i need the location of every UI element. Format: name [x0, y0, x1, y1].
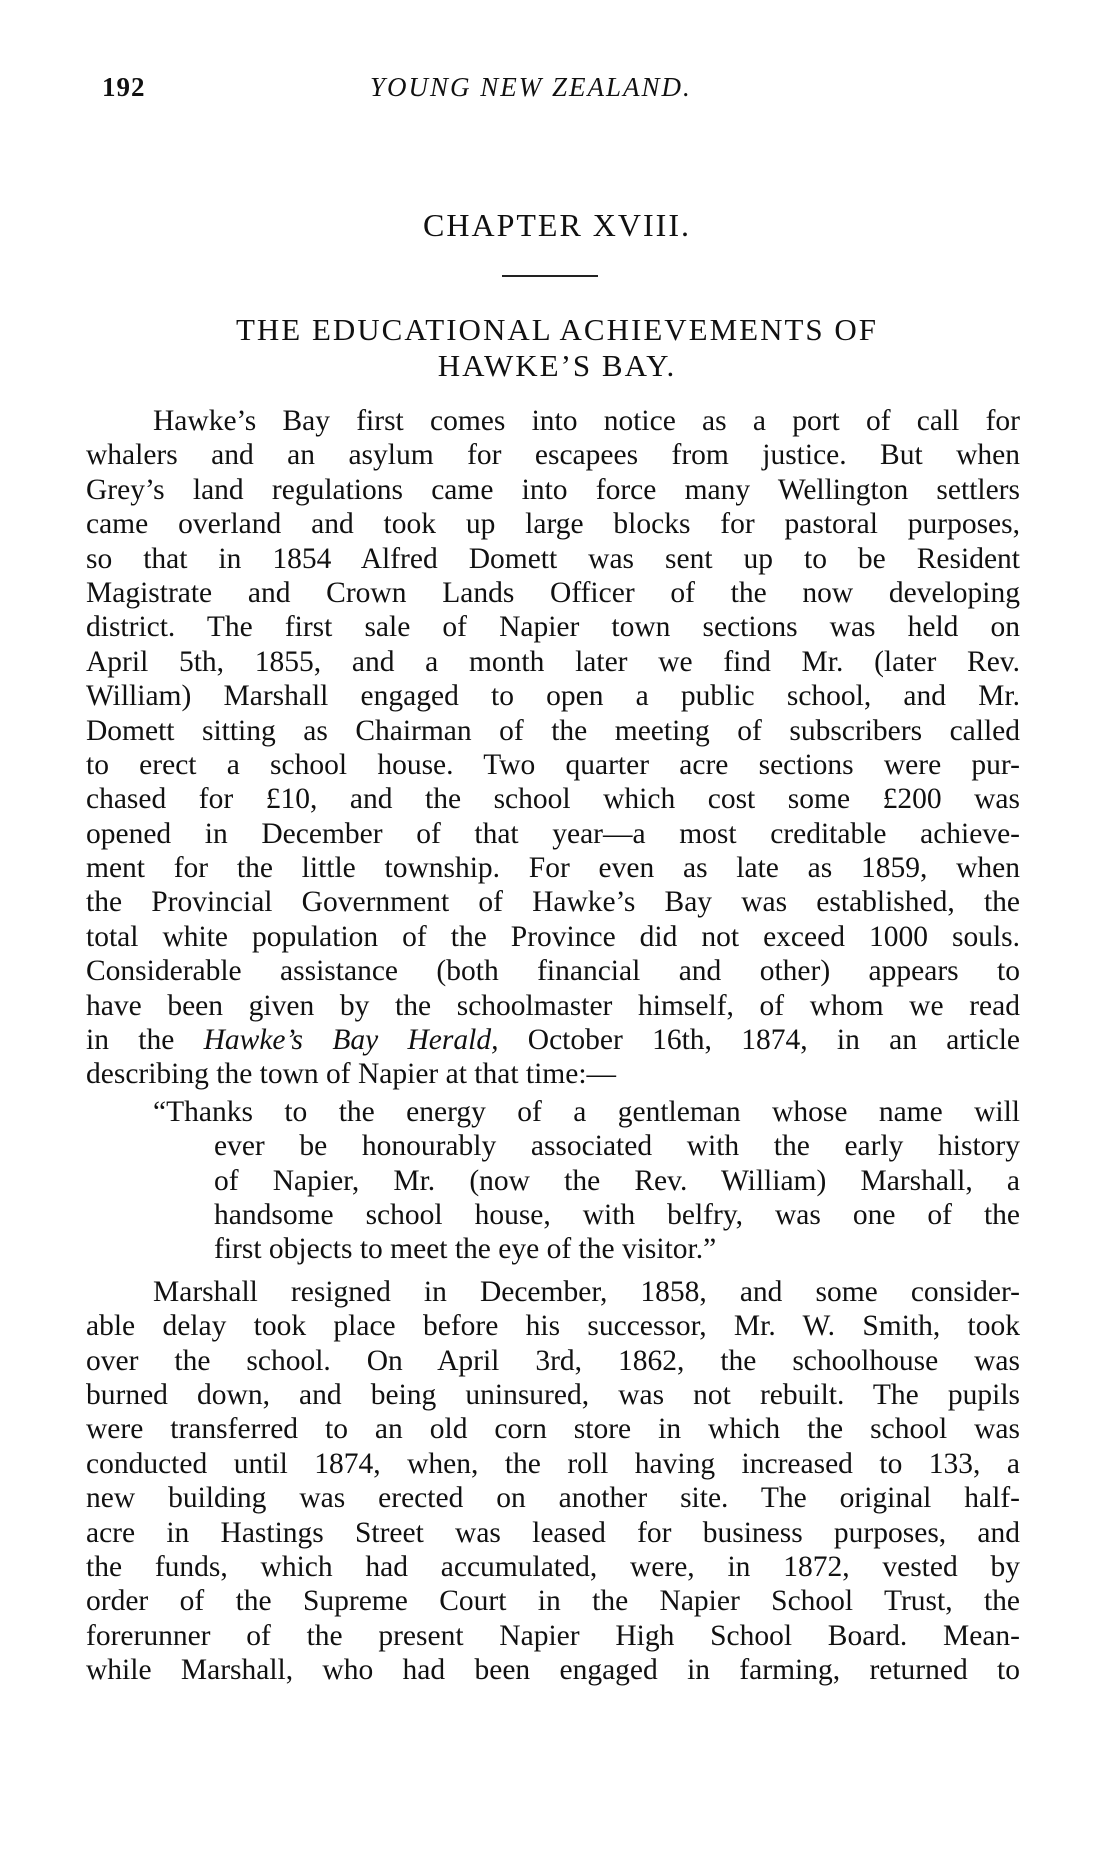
text-line: district. The first sale of Napier town sections was held on — [86, 611, 1020, 644]
text-line-with-citation — [86, 1023, 1020, 1057]
page-number: 192 — [102, 72, 146, 102]
text-line: whalers and an asylum for escapees from justice. But when — [86, 439, 1020, 472]
text-line: Domett sitting as Chairman of the meeting of subscribers called — [86, 714, 1020, 747]
quote-line: “Thanks to the energy of a gentleman whose name will — [153, 1095, 1020, 1128]
text-line: chased for £10, and the school which cost some £200 was — [86, 783, 1020, 816]
text-fragment: in the — [86, 1024, 175, 1057]
chapter-title — [0, 312, 1114, 384]
block-quote — [86, 1095, 1020, 1267]
text-line: burned down, and being uninsured, was not rebuilt. The pupils — [86, 1378, 1020, 1411]
quote-line: handsome school house, with belfry, was one of the — [214, 1198, 1020, 1231]
text-line: order of the Supreme Court in the Napier School Trust, the — [86, 1585, 1020, 1618]
text-line: total white population of the Province did not exceed 1000 souls. — [86, 920, 1020, 953]
running-title: YOUNG NEW ZEALAND. — [370, 72, 692, 102]
text-line: ment for the little township. For even as late as 1859, when — [86, 852, 1020, 885]
chapter-divider-rule — [502, 275, 598, 277]
text-line: so that in 1854 Alfred Domett was sent up to be Resident — [86, 542, 1020, 575]
text-line: conducted until 1874, when, the roll having increased to 133, a — [86, 1447, 1020, 1480]
text-line: have been given by the schoolmaster himself, of whom we read — [86, 989, 1020, 1022]
text-line: acre in Hastings Street was leased for business purposes, and — [86, 1516, 1020, 1549]
chapter-title-line-2: HAWKE’S BAY. — [437, 348, 677, 383]
text-line: April 5th, 1855, and a month later we find Mr. (later Rev. — [86, 645, 1020, 678]
text-line: Considerable assistance (both financial and other) appears to — [86, 955, 1020, 988]
text-line: Grey’s land regulations came into force many Wellington settlers — [86, 473, 1020, 506]
text-line: were transferred to an old corn store in which the school was — [86, 1413, 1020, 1446]
quote-line: of Napier, Mr. (now the Rev. William) Marshall, a — [214, 1164, 1020, 1197]
text-line: came overland and took up large blocks for pastoral purposes, — [86, 508, 1020, 541]
text-line: to erect a school house. Two quarter acre sections were pur- — [86, 748, 1020, 781]
text-line: forerunner of the present Napier High School Board. Mean- — [86, 1619, 1020, 1652]
paragraph-2 — [86, 1275, 1020, 1688]
quote-line: ever be honourably associated with the early history — [214, 1130, 1020, 1163]
text-line: Marshall resigned in December, 1858, and some consider- — [153, 1275, 1020, 1308]
text-line: Hawke’s Bay first comes into notice as a port of call for — [153, 405, 1020, 437]
text-line: describing the town of Napier at that time:— — [86, 1058, 617, 1091]
text-line: the funds, which had accumulated, were, in 1872, vested by — [86, 1550, 1020, 1583]
text-line: the Provincial Government of Hawke’s Bay was established, the — [86, 886, 1020, 919]
text-line: over the school. On April 3rd, 1862, the schoolhouse was — [86, 1344, 1020, 1377]
paragraph-1 — [86, 404, 1020, 1092]
body-text — [86, 404, 1020, 1687]
quote-line: first objects to meet the eye of the visitor.” — [214, 1233, 717, 1266]
text-line: William) Marshall engaged to open a public school, and Mr. — [86, 680, 1020, 713]
text-line: while Marshall, who had been engaged in farming, returned to — [86, 1654, 1020, 1687]
text-fragment: October 16th, 1874, in an article — [527, 1024, 1020, 1057]
text-line: new building was erected on another site. The original half- — [86, 1482, 1020, 1515]
chapter-number: CHAPTER XVIII. — [423, 207, 691, 243]
text-line: Magistrate and Crown Lands Officer of the now developing — [86, 576, 1020, 609]
text-line: opened in December of that year—a most creditable achieve- — [86, 817, 1020, 850]
newspaper-title: Hawke’s Bay Herald, — [203, 1024, 499, 1057]
text-line: able delay took place before his successor, Mr. W. Smith, took — [86, 1310, 1020, 1343]
running-head — [102, 72, 1017, 112]
chapter-title-line-1: THE EDUCATIONAL ACHIEVEMENTS OF — [235, 312, 879, 347]
